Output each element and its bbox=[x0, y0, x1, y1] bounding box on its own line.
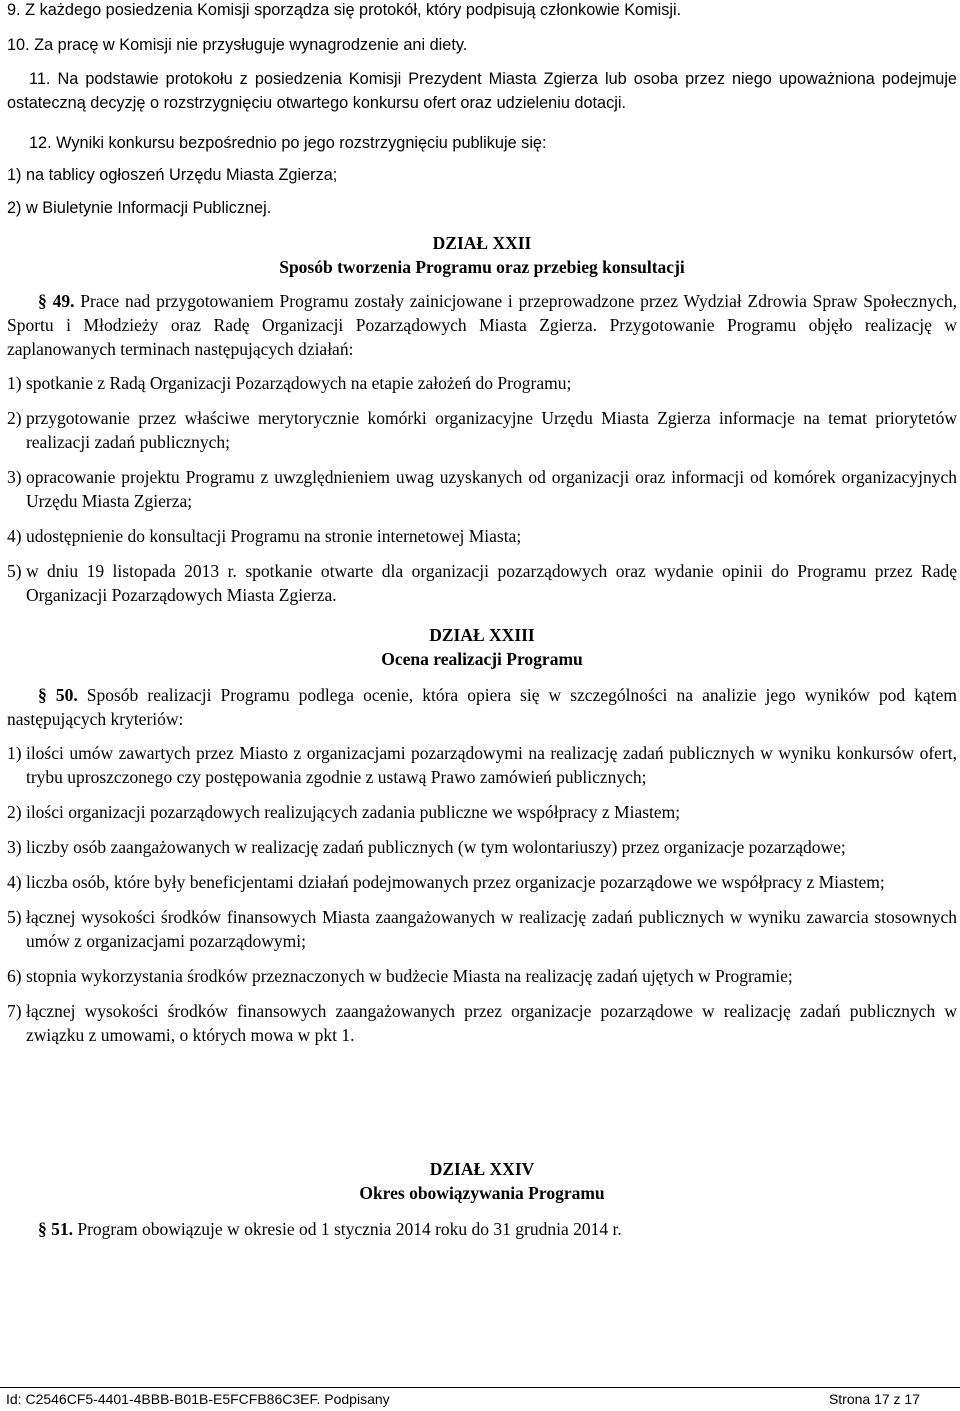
section-22 bbox=[7, 231, 957, 607]
paragraph-50 bbox=[7, 683, 957, 731]
list-item bbox=[7, 741, 957, 789]
list-item-text: łącznej wysokości środków finansowych Miasta zaangażowanych w realizację zadań publicznych w wyniku zawarcia stosownych umów z organizacjami pozarządowymi; bbox=[25, 907, 957, 951]
list-item-text: liczba osób, które były beneficjentami działań podejmowanych przez organizacje pozarządowe we współpracy z Miastem; bbox=[25, 872, 885, 892]
paragraph-51 bbox=[7, 1217, 957, 1241]
list-item bbox=[7, 999, 957, 1047]
list-item-label: 6) bbox=[7, 966, 26, 986]
list-item-label: 2) bbox=[7, 802, 26, 822]
list-item-label: 4) bbox=[7, 526, 26, 546]
paragraph-51-text: Program obowiązuje w okresie od 1 stycznia 2014 roku do 31 grudnia 2014 r. bbox=[73, 1219, 622, 1239]
list-item-text: stopnia wykorzystania środków przeznaczonych w budżecie Miasta na realizację zadań ujętych w Programie; bbox=[25, 966, 793, 986]
point-12: 12. Wyniki konkursu bezpośrednio po jego rozstrzygnięciu publikuje się: bbox=[29, 134, 547, 152]
list-item-text: udostępnienie do konsultacji Programu na stronie internetowej Miasta; bbox=[25, 526, 522, 546]
list-item-text: spotkanie z Radą Organizacji Pozarządowych na etapie założeń do Programu; bbox=[25, 373, 572, 393]
list-item bbox=[7, 800, 957, 824]
list-item bbox=[7, 835, 957, 859]
list-item-label: 7) bbox=[7, 1001, 26, 1021]
section-24-subtitle: Okres obowiązywania Programu bbox=[359, 1183, 605, 1203]
point-9: 9. Z każdego posiedzenia Komisji sporządza się protokół, który podpisują członkowie Komisji. bbox=[7, 1, 682, 19]
list-item-label: 2) bbox=[7, 408, 26, 428]
section-24-title: DZIAŁ XXIV bbox=[429, 1159, 535, 1179]
list-item-text: łącznej wysokości środków finansowych zaangażowanych przez organizacje pozarządowe w realizację zadań publicznych w związku z umowami, o których mowa w pkt 1. bbox=[25, 1001, 957, 1045]
paragraph-50-number: § 50. bbox=[38, 685, 78, 705]
list-item-text: opracowanie projektu Programu z uwzględnieniem uwag uzyskanych od organizacji oraz informacji od komórek organizacyjnych Urzędu Miasta Zgierza; bbox=[25, 467, 957, 511]
list-item bbox=[7, 371, 957, 395]
list-item-label: 1) bbox=[7, 743, 26, 763]
list-item bbox=[7, 905, 957, 953]
point-11: 11. Na podstawie protokołu z posiedzenia Komisji Prezydent Miasta Zgierza lub osoba przez niego upoważniona podejmuje ostateczną decyzję o rozstrzygnięciu otwartego konkursu ofert oraz udzieleniu dotacji. bbox=[7, 70, 957, 112]
paragraph-51-number: § 51. bbox=[38, 1219, 73, 1239]
point-12-item-2: 2) w Biuletynie Informacji Publicznej. bbox=[7, 199, 272, 217]
list-item-text: przygotowanie przez właściwe merytorycznie komórki organizacyjne Urzędu Miasta Zgierza informacje na temat priorytetów realizacji zadań publicznych; bbox=[25, 408, 957, 452]
list-item-label: 1) bbox=[7, 373, 26, 393]
paragraph-49-text: Prace nad przygotowaniem Programu zostały zainicjowane i przeprowadzone przez Wydział Zdrowia Spraw Społecznych, Sportu i Młodzieży oraz Radę Organizacji Pozarządowych Miasta Zgierza. Przygotowanie Programu objęło realizację w zaplanowanych terminach następujących działań: bbox=[7, 291, 958, 359]
list-item-label: 5) bbox=[7, 907, 26, 927]
list-item-label: 3) bbox=[7, 837, 26, 857]
section-22-subtitle: Sposób tworzenia Programu oraz przebieg konsultacji bbox=[279, 257, 685, 277]
list-item bbox=[7, 465, 957, 513]
page-number: Strona 17 z 17 bbox=[828, 1390, 920, 1407]
section-24 bbox=[7, 1157, 957, 1241]
list-item-label: 4) bbox=[7, 872, 26, 892]
section-23-subtitle: Ocena realizacji Programu bbox=[381, 649, 583, 669]
point-10: 10. Za pracę w Komisji nie przysługuje wynagrodzenie ani diety. bbox=[7, 36, 468, 54]
section-22-title: DZIAŁ XXII bbox=[432, 233, 532, 253]
list-item bbox=[7, 870, 957, 894]
list-item bbox=[7, 524, 957, 548]
list-item-text: ilości organizacji pozarządowych realizujących zadania publiczne we współpracy z Miastem; bbox=[25, 802, 681, 822]
paragraph-50-text: Sposób realizacji Programu podlega ocenie, która opiera się w szczególności na analizie jego wyników pod kątem następujących kryteriów: bbox=[7, 685, 958, 729]
section-23 bbox=[7, 623, 957, 1047]
section-23-title: DZIAŁ XXIII bbox=[429, 625, 535, 645]
list-item bbox=[7, 406, 957, 454]
paragraph-49-number: § 49. bbox=[38, 291, 75, 311]
list-item-text: w dniu 19 listopada 2013 r. spotkanie otwarte dla organizacji pozarządowych oraz wydanie opinii do Programu przez Radę Organizacji Pozarządowych Miasta Zgierza. bbox=[25, 561, 957, 605]
list-item-text: liczby osób zaangażowanych w realizację zadań publicznych (w tym wolontariuszy) przez organizacje pozarządowe; bbox=[25, 837, 846, 857]
paragraph-49 bbox=[7, 289, 957, 361]
point-12-item-1: 1) na tablicy ogłoszeń Urzędu Miasta Zgierza; bbox=[7, 166, 338, 184]
document-id: Id: C2546CF5-4401-4BBB-B01B-E5FCFB86C3EF. Podpisany bbox=[6, 1390, 390, 1407]
list-item bbox=[7, 559, 957, 607]
list-item-label: 3) bbox=[7, 467, 26, 487]
list-item-text: ilości umów zawartych przez Miasto z organizacjami pozarządowymi na realizację zadań publicznych w wyniku konkursów ofert, trybu uproszczonego czy postępowania zgodnie z ustawą Prawo zamówień publicznych; bbox=[25, 743, 957, 787]
page-footer bbox=[0, 1387, 960, 1409]
list-item-label: 5) bbox=[7, 561, 26, 581]
list-item bbox=[7, 964, 957, 988]
